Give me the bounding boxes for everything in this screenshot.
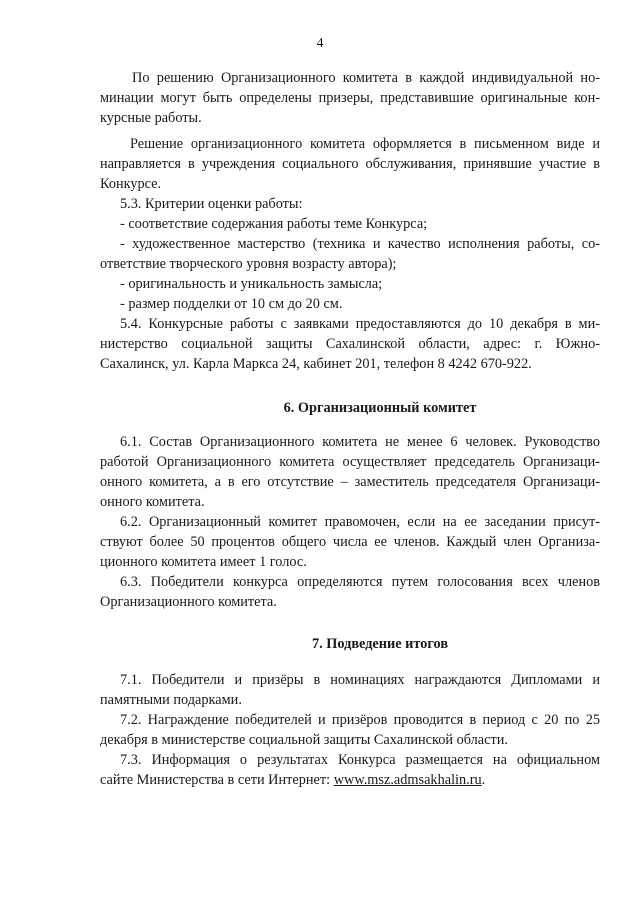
text-line: памятными подарками. xyxy=(100,692,242,708)
text-line: направляется в учреждения социального обслуживания, принявшие участие в xyxy=(100,156,600,172)
text-line: курсные работы. xyxy=(100,110,202,126)
paragraph-7-1 xyxy=(100,670,600,710)
criteria-item: ответствие творческого уровня возрасту автора); xyxy=(100,256,397,272)
criteria-title: 5.3. Критерии оценки работы: xyxy=(120,196,303,212)
text-line: ствуют более 50 процентов общего числа ее членов. Каждый член Организа- xyxy=(100,534,600,550)
text-line: 7.1. Победители и призёры в номинациях награждаются Дипломами и xyxy=(120,672,600,688)
page-number: 4 xyxy=(316,36,324,51)
document-body xyxy=(100,68,600,790)
text-line: 6.1. Состав Организационного комитета не менее 6 человек. Руководство xyxy=(120,434,600,450)
text-line: 7.2. Награждение победителей и призёров проводится в период с 20 по 25 xyxy=(120,712,600,728)
paragraph-6-3 xyxy=(100,572,600,612)
paragraph-7-2 xyxy=(100,710,600,750)
text-fragment: сайте Министерства в сети Интернет: xyxy=(100,772,334,788)
criteria-item: - соответствие содержания работы теме Конкурса; xyxy=(120,216,428,232)
text-line: Организационного комитета. xyxy=(100,594,277,610)
text-line: Решение организационного комитета оформляется в письменном виде и xyxy=(130,136,600,152)
section-heading: 7. Подведение итогов xyxy=(311,636,449,652)
text-line: 6.2. Организационный комитет правомочен, если на ее заседании присут- xyxy=(120,514,600,530)
text-line: 5.4. Конкурсные работы с заявками предоставляются до 10 декабря в ми- xyxy=(120,316,600,332)
text-line: минации могут быть определены призеры, представившие оригинальные кон- xyxy=(100,90,600,106)
criteria-item: - оригинальность и уникальность замысла; xyxy=(120,276,383,292)
text-line: 7.3. Информация о результатах Конкурса размещается на официальном xyxy=(120,752,600,768)
text-line xyxy=(100,770,600,790)
text-line: Сахалинск, ул. Карла Маркса 24, кабинет 201, телефон 8 4242 670-922. xyxy=(100,356,532,372)
paragraph-7-3 xyxy=(100,750,600,790)
text-line: декабря в министерстве социальной защиты Сахалинской области. xyxy=(100,732,508,748)
text-line: По решению Организационного комитета в каждой индивидуальной но- xyxy=(132,70,600,86)
paragraph-winners xyxy=(100,68,600,128)
text-line: онного комитета, а в его отсутствие – заместитель председателя Организаци- xyxy=(100,474,600,490)
text-line: Конкурсе. xyxy=(100,176,162,192)
text-line: онного комитета. xyxy=(100,494,205,510)
website-link[interactable]: www.msz.admsakhalin.ru xyxy=(333,772,482,788)
paragraph-submission xyxy=(100,314,600,374)
paragraph-6-2 xyxy=(100,512,600,572)
text-fragment: . xyxy=(481,772,486,788)
text-line: ционного комитета имеет 1 голос. xyxy=(100,554,307,570)
text-line: нистерство социальной защиты Сахалинской области, адрес: г. Южно- xyxy=(100,336,600,352)
criteria-list xyxy=(100,194,600,314)
text-line: работой Организационного комитета осуществляет председатель Организаци- xyxy=(100,454,600,470)
paragraph-6-1 xyxy=(100,432,600,512)
criteria-item: - размер подделки от 10 см до 20 см. xyxy=(120,296,343,312)
text-line: 6.3. Победители конкурса определяются путем голосования всех членов xyxy=(120,574,600,590)
paragraph-decision xyxy=(100,134,600,194)
section-heading: 6. Организационный комитет xyxy=(283,400,477,416)
criteria-item: - художественное мастерство (техника и качество исполнения работы, со- xyxy=(120,236,600,252)
